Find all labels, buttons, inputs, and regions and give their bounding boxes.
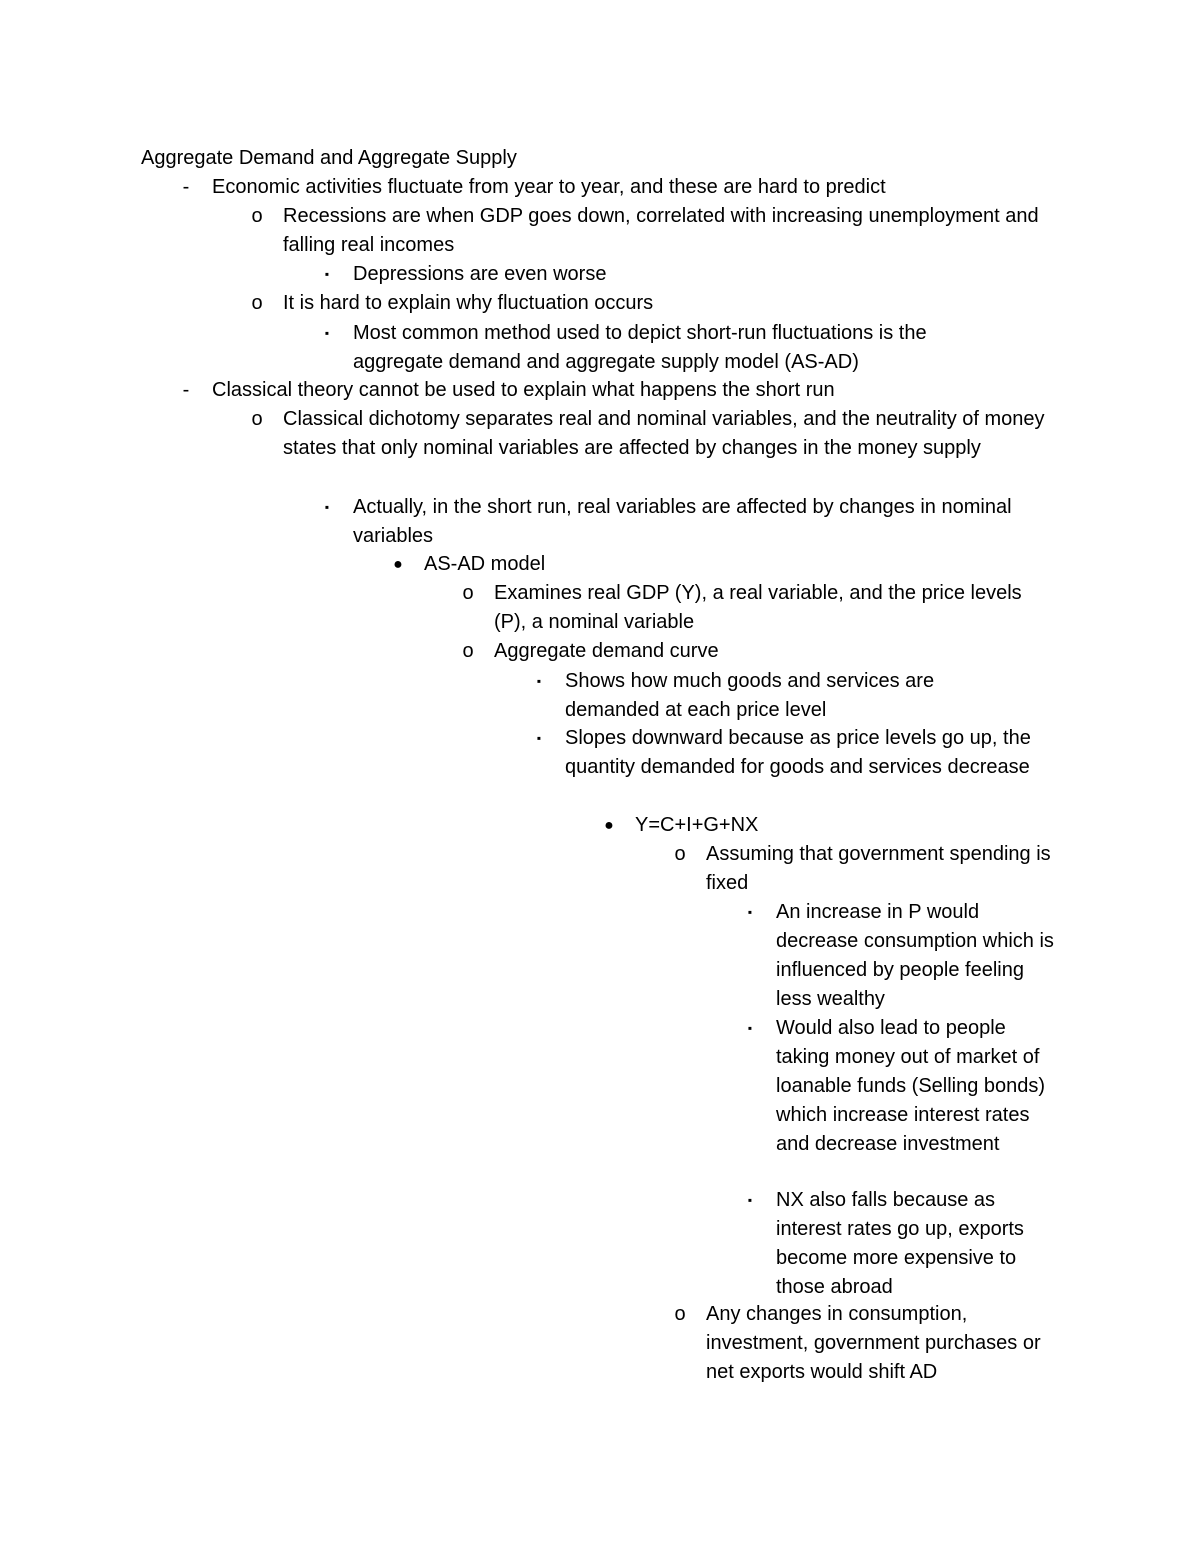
list-item <box>251 405 1063 463</box>
square-bullet: ▪ <box>324 267 330 281</box>
list-item-text: Depressions are even worse <box>353 263 607 285</box>
list-item-text: It is hard to explain why fluctuation occurs <box>283 292 654 314</box>
dash-bullet: - <box>182 176 190 198</box>
list-item-text: Assuming that government spending is fixed <box>706 843 1051 894</box>
circle-bullet: o <box>674 1303 686 1325</box>
square-bullet: ▪ <box>536 674 542 688</box>
list-item <box>747 898 1061 1014</box>
list-item <box>324 260 1053 289</box>
square-bullet: ▪ <box>536 731 542 745</box>
list-item <box>747 1186 1061 1302</box>
list-item <box>536 667 965 725</box>
square-bullet: ▪ <box>324 326 330 340</box>
list-item <box>674 840 1066 898</box>
list-item <box>462 579 1059 637</box>
list-item <box>324 493 1013 551</box>
circle-bullet: o <box>251 408 263 430</box>
list-item-text: AS-AD model <box>424 553 546 575</box>
list-item-text: An increase in P would decrease consumption which is influenced by people feeling less wealthy <box>776 901 1054 1010</box>
circle-bullet: o <box>251 292 263 314</box>
circle-bullet: o <box>251 205 263 227</box>
square-bullet: ▪ <box>324 500 330 514</box>
list-item-text: Classical theory cannot be used to explain what happens the short run <box>212 379 835 401</box>
list-item-text: Slopes downward because as price levels go up, the quantity demanded for goods and services decrease <box>565 727 1031 778</box>
dot-bullet: ● <box>393 556 403 573</box>
list-item-text: Shows how much goods and services are demanded at each price level <box>565 670 935 721</box>
list-item <box>536 724 1065 782</box>
list-item <box>604 811 1055 840</box>
list-item-text: Any changes in consumption, investment, government purchases or net exports would shift AD <box>706 1303 1041 1383</box>
list-item <box>251 289 1063 318</box>
list-item <box>324 319 1013 377</box>
circle-bullet: o <box>462 640 474 662</box>
list-item <box>747 1014 1061 1159</box>
dash-bullet: - <box>182 379 190 401</box>
list-item-text: Aggregate demand curve <box>494 640 719 662</box>
dot-bullet: ● <box>604 817 614 834</box>
document-title: Aggregate Demand and Aggregate Supply <box>141 147 517 169</box>
list-item <box>393 550 1044 579</box>
list-item-text: Would also lead to people taking money out of market of loanable funds (Selling bonds) which increase interest rates and decrease investment <box>776 1017 1046 1155</box>
list-item-text: Y=C+I+G+NX <box>635 814 759 836</box>
list-item-text: Recessions are when GDP goes down, correlated with increasing unemployment and falling real incomes <box>283 205 1039 256</box>
list-item-text: NX also falls because as interest rates go up, exports become more expensive to those abroad <box>776 1189 1024 1298</box>
list-item-text: Actually, in the short run, real variables are affected by changes in nominal variables <box>353 496 1012 547</box>
list-item <box>182 376 1072 405</box>
list-item-text: Economic activities fluctuate from year to year, and these are hard to predict <box>212 176 886 198</box>
list-item <box>251 202 1063 260</box>
square-bullet: ▪ <box>747 905 753 919</box>
circle-bullet: o <box>674 843 686 865</box>
list-item-text: Examines real GDP (Y), a real variable, and the price levels (P), a nominal variable <box>494 582 1022 633</box>
square-bullet: ▪ <box>747 1021 753 1035</box>
list-item <box>674 1300 1056 1387</box>
list-item <box>462 637 1059 666</box>
list-item-text: Classical dichotomy separates real and nominal variables, and the neutrality of money states that only nominal variables are affected by changes in the money supply <box>283 408 1045 459</box>
list-item-text: Most common method used to depict short-run fluctuations is the aggregate demand and aggregate supply model (AS-AD) <box>353 322 927 373</box>
circle-bullet: o <box>462 582 474 604</box>
square-bullet: ▪ <box>747 1193 753 1207</box>
list-item <box>182 173 1072 202</box>
